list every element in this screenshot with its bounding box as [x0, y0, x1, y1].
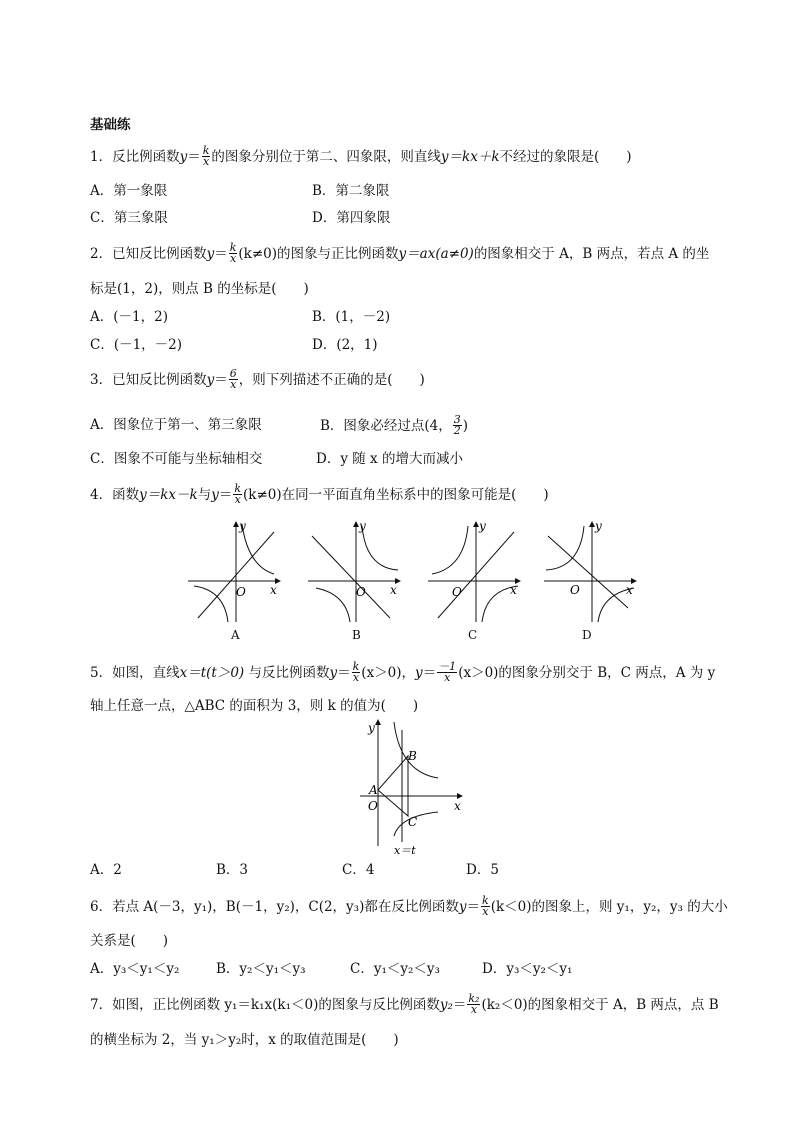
q5-fraction-2: $\frac{-1}{x}$ [438, 660, 457, 684]
q6-option-b: B．y₂＜y₁＜y₃ [216, 961, 306, 977]
q3-text-post: ，则下列描述不正确的是( ) [238, 372, 425, 388]
q6-option-d: D．y₃＜y₂＜y₁ [482, 961, 573, 977]
q5-option-b: B．3 [216, 862, 249, 878]
q6-option-c: C．y₁＜y₂＜y₃ [350, 961, 440, 977]
q4c-origin: O [452, 585, 462, 599]
q1-text-post: 的图象分别位于第二、四象限，则直线 [211, 149, 441, 165]
q4c-x-label: x [510, 583, 517, 597]
q4-graph-d [544, 519, 636, 622]
q1-option-c: C．第三象限 [90, 210, 168, 226]
q4b-x-label: x [390, 583, 397, 597]
q4b-y-label: y [359, 519, 366, 533]
q1-option-a: A．第一象限 [90, 183, 168, 199]
q6-func: y [458, 899, 467, 915]
question-7: 7．如图，正比例函数 y₁＝k₁x(k₁＜0)的图象与反比例函数y₂＝ $\frac{\text{k₂}}{x}$ (k₂＜0)的图象相交于 A，B 两点，点 B [90, 992, 719, 1016]
q5-cond-1: (x＞0)， [361, 665, 416, 681]
q4-label-b: B [352, 628, 361, 642]
q1-option-d: D．第四象限 [312, 210, 391, 226]
q5-line-2: 轴上任意一点，△ABC 的面积为 3，则 k 的值为( ) [90, 698, 419, 714]
q5-x-label: x [454, 799, 461, 813]
q2-text-post: 的图象相交于 A，B 两点，若点 A 的坐 [473, 246, 710, 262]
q3-option-c: C．图象不可能与坐标轴相交 [90, 451, 263, 467]
q6-line-2: 关系是( ) [90, 933, 169, 949]
q4-graphs [186, 518, 631, 626]
q2-option-a: A．(－1，2) [90, 309, 168, 325]
q5-figure [358, 716, 470, 856]
q5-func-2: y [415, 665, 423, 681]
question-2: 2．已知反比例函数y＝ $\frac{k}{x}$ (k≠0)的图象与正比例函数y＝ax(a≠0)的图象相交于 A，B 两点，若点 A 的坐 [90, 241, 710, 265]
q4-text-pre: 4．函数 [90, 487, 140, 503]
q4c-curve-1 [432, 526, 468, 574]
q4a-x-label: x [270, 583, 277, 597]
q7-text-post: (k₂＜0)的图象相交于 A，B 两点，点 B [481, 997, 719, 1013]
q3-option-d: D．y 随 x 的增大而减小 [316, 451, 463, 467]
q4b-line [312, 536, 390, 618]
q4d-line [548, 536, 628, 608]
q4-text-mid: 与 [197, 487, 212, 503]
q3-fraction: $\frac{6}{x}$ [229, 367, 237, 391]
q5-y-label: y [368, 721, 375, 735]
q1-option-b: B．第二象限 [312, 183, 390, 199]
q6-fraction: $\frac{k}{x}$ [482, 894, 489, 918]
q4a-y-label: y [239, 519, 246, 533]
question-6: 6．若点 A(－3，y₁)，B(－1，y₂)，C(2，y₃)都在反比例函数y＝ $\frac{k}{x}$ (k＜0)的图象上，则 y₁，y₂，y₃ 的大小 [90, 894, 728, 918]
q4b-curve-2 [316, 588, 350, 622]
q3-option-a: A．图象位于第一、第三象限 [90, 417, 262, 433]
q5-text-pre: 5．如图，直线 [90, 665, 180, 681]
q1-line-expr: y＝kx＋k [440, 149, 500, 165]
q7-fraction: $\frac{\text{k₂}}{x}$ [468, 992, 480, 1016]
q3-option-b [320, 413, 469, 437]
q5-expr: x＝t(t＞0) [179, 665, 245, 681]
q2-line-2: 标是(1，2)，则点 B 的坐标是( ) [90, 281, 309, 297]
q1-text-pre: 1．反比例函数 [90, 149, 180, 165]
q1-func: y [179, 149, 188, 165]
q5-label-b: B [408, 749, 417, 763]
q4-label-a: A [231, 628, 240, 642]
q4-func: y [211, 487, 219, 503]
q4d-y-label: y [595, 519, 602, 533]
question-3: 3．已知反比例函数y＝ $\frac{6}{x}$ ，则下列描述不正确的是( ) [90, 367, 425, 391]
q6-text-post: (k＜0)的图象上，则 y₁，y₂，y₃ 的大小 [490, 899, 728, 915]
q3-option-b-fraction: $\frac{3}{2}$ [453, 413, 461, 437]
q5-cond-2: (x＞0)的图象分别交于 B，C 两点，A 为 y [458, 665, 716, 681]
q6-text-pre: 6．若点 A(－3，y₁)，B(－1，y₂)，C(2，y₃)都在反比例函数 [90, 899, 459, 915]
q4-graph-b [308, 519, 400, 622]
q2-option-c: C．(－1，－2) [90, 337, 183, 353]
q3-text-pre: 3．已知反比例函数 [90, 372, 207, 388]
q2-option-b: B．(1，－2) [312, 309, 391, 325]
q2-expr: y＝ax(a≠0) [398, 246, 474, 262]
q4-expr: y＝kx－k [139, 487, 198, 503]
q4-fraction: $\frac{k}{x}$ [234, 482, 242, 506]
q5-label-a: A [369, 783, 378, 797]
q4-label-c: C [468, 628, 478, 642]
q5-label-o: O [368, 799, 378, 813]
q4d-origin: O [570, 583, 580, 597]
q3-func: y [206, 372, 215, 388]
q6-option-a: A．y₃＜y₁＜y₂ [90, 961, 180, 977]
q4b-curve-1 [362, 526, 398, 570]
q5-text-mid: 与反比例函数 [244, 665, 330, 681]
q7-text-pre: 7．如图，正比例函数 y₁＝k₁x(k₁＜0)的图象与反比例函数 [90, 997, 440, 1013]
q2-func: y [206, 246, 215, 262]
q5-option-a: A．2 [90, 862, 122, 878]
q4-label-d: D [582, 628, 592, 642]
q2-fraction: $\frac{k}{x}$ [229, 241, 237, 265]
q1-text-tail: 不经过的象限是( ) [499, 149, 632, 165]
q4c-y-label: y [479, 519, 486, 533]
q5-label-c: C [408, 815, 418, 829]
q2-text-mid: (k≠0)的图象与正比例函数 [238, 246, 399, 262]
q1-fraction: $\frac{k}{x}$ [202, 144, 210, 168]
q4a-curve-1 [242, 524, 274, 574]
question-1: 1．反比例函数y＝ $\frac{k}{x}$ 的图象分别位于第二、四象限，则直线y＝kx＋k不经过的象限是( ) [90, 144, 632, 168]
q4-graph-c [428, 519, 520, 622]
q4-text-post: (k≠0)在同一平面直角坐标系中的图象可能是( ) [243, 487, 549, 503]
question-5: 5．如图，直线x＝t(t＞0) 与反比例函数y＝ $\frac{k}{x}$ (x＞0)，y＝ $\frac{-1}{x}$ (x＞0)的图象分别交于 B，C 两点，A 为 y [90, 660, 716, 684]
q2-text-pre: 2．已知反比例函数 [90, 246, 207, 262]
q5-option-c: C．4 [342, 862, 375, 878]
q4-graph-a [188, 519, 280, 622]
q7-line-2: 的横坐标为 2，当 y₁＞y₂时，x 的取值范围是( ) [90, 1032, 399, 1048]
q3-option-b-text: B．图象必经过点(4， [320, 418, 452, 434]
q4b-origin: O [356, 585, 366, 599]
section-title: 基础练 [90, 117, 131, 133]
q4a-origin: O [236, 585, 246, 599]
q2-option-d: D．(2，1) [312, 337, 378, 353]
q7-func: y₂ [439, 997, 453, 1013]
q5-fraction-1: $\frac{k}{x}$ [352, 660, 360, 684]
q3-option-b-close: ) [462, 418, 469, 434]
q4d-x-label: x [626, 583, 633, 597]
q5-func: y [329, 665, 338, 681]
question-4: 4．函数y＝kx－k与y＝ $\frac{k}{x}$ (k≠0)在同一平面直角坐标系中的图象可能是( ) [90, 482, 549, 506]
q5-line-label: x＝t [394, 844, 416, 857]
q5-triangle-abc [378, 756, 408, 816]
q5-option-d: D．5 [466, 862, 499, 878]
